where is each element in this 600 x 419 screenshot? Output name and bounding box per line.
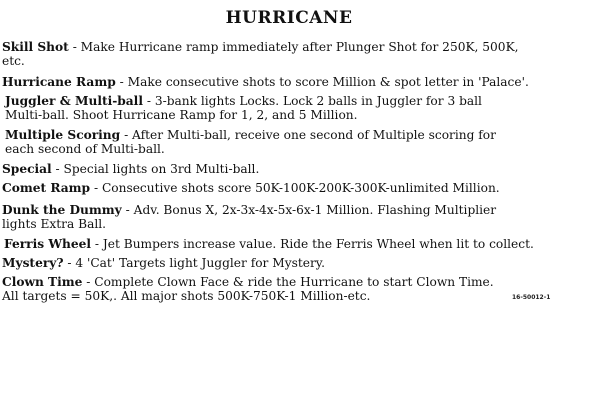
rule-text: - Consecutive shots score 50K-100K-200K-300K-unlimited Million. (93, 181, 500, 195)
rule-name: Skill Shot (2, 40, 69, 54)
rule-juggler-multiball (5, 95, 597, 122)
rule-hurricane-ramp (2, 76, 594, 90)
rule-text: All targets = 50K,. All major shots 500K-750K-1 Million-etc. (2, 288, 371, 303)
rule-multiple-scoring (5, 129, 597, 156)
rule-skill-shot (2, 41, 594, 68)
rule-mystery (2, 257, 594, 271)
rule-name: Comet Ramp (2, 181, 91, 195)
rule-name: Special (2, 162, 52, 176)
rule-text: - Make Hurricane ramp immediately after Plunger Shot for 250K, 500K, (72, 40, 519, 54)
part-number: 16-50012-1 (512, 294, 551, 301)
rule-name: Ferris Wheel (4, 237, 92, 251)
rule-ferris-wheel (4, 238, 596, 252)
rule-text: - Special lights on 3rd Multi-ball. (55, 162, 260, 176)
rule-comet-ramp (2, 182, 594, 196)
rule-name: Multiple Scoring (5, 128, 121, 142)
rule-name: Hurricane Ramp (2, 75, 116, 89)
rule-text: - 3-bank lights Locks. Lock 2 balls in Juggler for 3 ball (146, 94, 482, 108)
rule-text: - Jet Bumpers increase value. Ride the Ferris Wheel when lit to collect. (94, 237, 534, 251)
rule-text: - 4 'Cat' Targets light Juggler for Mystery. (67, 256, 325, 270)
rule-clown-time (2, 276, 594, 303)
card-title: HURRICANE (225, 8, 353, 28)
rule-text: etc. (2, 53, 25, 68)
rule-text: Multi-ball. Shoot Hurricane Ramp for 1, 2, and 5 Million. (5, 107, 358, 122)
rule-special (2, 163, 594, 177)
rule-text: - Make consecutive shots to score Million & spot letter in 'Palace'. (119, 75, 529, 89)
rule-text: - Complete Clown Face & ride the Hurricane to start Clown Time. (86, 275, 494, 289)
rule-name: Juggler & Multi-ball (5, 94, 143, 108)
rule-text: - Adv. Bonus X, 2x-3x-4x-5x-6x-1 Million. Flashing Multiplier (125, 203, 497, 217)
rule-dunk-the-dummy (2, 204, 594, 231)
rule-text: lights Extra Ball. (2, 216, 106, 231)
rule-text: each second of Multi-ball. (5, 141, 165, 156)
rule-text: - After Multi-ball, receive one second of Multiple scoring for (124, 128, 496, 142)
rule-name: Clown Time (2, 275, 83, 289)
rule-name: Mystery? (2, 256, 64, 270)
rule-name: Dunk the Dummy (2, 203, 122, 217)
